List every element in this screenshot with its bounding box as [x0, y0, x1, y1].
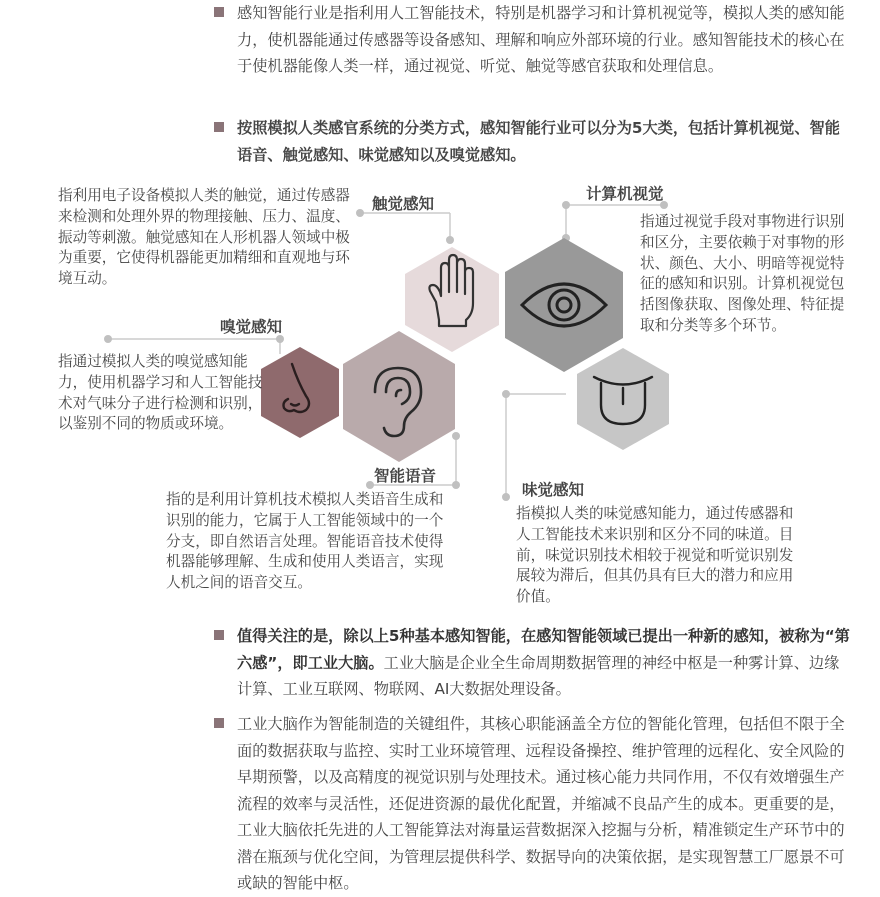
hex-smell — [261, 347, 339, 438]
paragraph-industrial-brain: 工业大脑作为智能制造的关键组件，其核心职能涵盖全方位的智能化管理，包括但不限于全面的数据获取与监控、实时工业环境管理、远程设备操控、维护管理的远程化、安全风险的早期预警，以及高精度的视觉识别与处理技术。通过核心能力共同作用，不仅有效增强生产流程的效率与灵活性，还促进资源的最优化配置，并缩减不良品产生的成本。更重要的是，工业大脑依托先进的人工智能算法对海量运营数据深入挖掘与分析，精准锁定生产环节中的潜在瓶颈与优化空间，为管理层提供科学、数据导向的决策依据，是实现智慧工厂愿景不可或缺的智能中枢。 — [237, 715, 845, 892]
label-vision: 计算机视觉 — [586, 185, 664, 203]
sixth-sense-highlight: 值得关注的是，除以上5种基本感知智能，在感知智能领域已提出一种新的感知，被称为“第六感”，即工业大脑。 — [237, 627, 850, 672]
paragraph-classification: 按照模拟人类感官系统的分类方式，感知智能行业可以分为5大类，包括计算机视觉、智能语音、触觉感知、味觉感知以及嗅觉感知。 — [237, 119, 840, 164]
label-touch: 触觉感知 — [372, 195, 435, 213]
desc-smell: 指通过模拟人类的嗅觉感知能力，使用机器学习和人工智能技术对气味分子进行检测和识别，以鉴别不同的物质或环境。 — [58, 353, 263, 433]
sixth-sense-rest: 工业大脑是企业全生命周期数据管理的神经中枢是一种雾计算、边缘计算、工业互联网、物联网、AI大数据处理设备。 — [237, 653, 840, 698]
hex-voice — [343, 331, 455, 462]
label-voice: 智能语音 — [374, 467, 437, 485]
label-taste: 味觉感知 — [522, 481, 585, 499]
hex-touch — [405, 247, 499, 352]
desc-voice: 指的是利用计算机技术模拟人类语音生成和识别的能力，它属于人工智能领域中的一个分支，即自然语言处理。智能语音技术使得机器能够理解、生成和使用人类语言，实现人机之间的语音交互。 — [166, 491, 444, 592]
desc-touch: 指利用电子设备模拟人类的触觉，通过传感器来检测和处理外界的物理接触、压力、温度、振动等刺激。触觉感知在人形机器人领域中极为重要，它使得机器能更加精细和直观地与环境互动。 — [58, 187, 350, 288]
paragraph-definition: 感知智能行业是指利用人工智能技术，特别是机器学习和计算机视觉等，模拟人类的感知能力，使机器能通过传感器等设备感知、理解和响应外部环境的行业。感知智能技术的核心在于使机器能像人类一样，通过视觉、听觉、触觉等感官获取和处理信息。 — [237, 4, 845, 75]
label-smell: 嗅觉感知 — [220, 318, 283, 336]
desc-vision: 指通过视觉手段对事物进行识别和区分，主要依赖于对事物的形状、颜色、大小、明暗等视觉特征的感知和识别。计算机视觉包括图像获取、图像处理、特征提取和分类等多个环节。 — [640, 213, 845, 334]
desc-taste: 指模拟人类的味觉感知能力，通过传感器和人工智能技术来识别和区分不同的味道。目前，味觉识别技术相较于视觉和听觉识别发展较为滞后，但其仍具有巨大的潜力和应用价值。 — [516, 505, 794, 606]
